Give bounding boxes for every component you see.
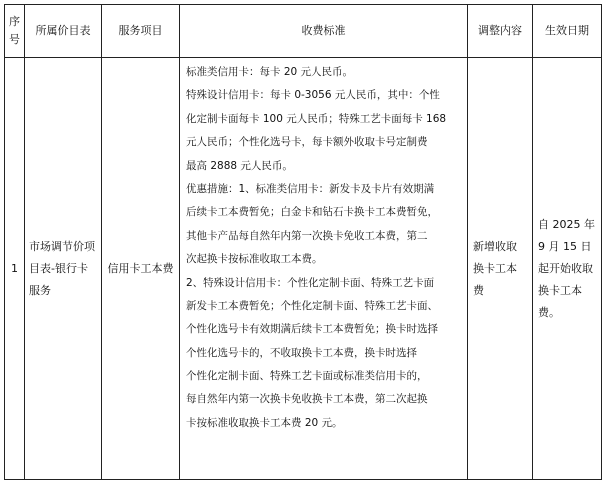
header-service-item: 服务项目 — [102, 5, 180, 58]
table-header — [5, 5, 602, 58]
fee-standard-line: 卡按标准收取换卡工本费 20 元。 — [186, 416, 343, 429]
fee-standard-line: 个性化选号卡的，不收取换卡工本费，换卡时选择 — [186, 346, 417, 359]
fee-standard-line: 个性化定制卡面、特殊工艺卡面或标准类信用卡的， — [186, 370, 428, 383]
cell-table-name: 市场调节价项目表-银行卡服务 — [25, 58, 102, 480]
header-adjustment: 调整内容 — [468, 5, 533, 58]
fee-table — [4, 4, 602, 480]
fee-standard-line: 次起换卡按标准收取工本费。 — [186, 253, 323, 266]
header-effective-date: 生效日期 — [533, 5, 602, 58]
header-seq-line1: 序 — [9, 15, 20, 28]
header-fee-standard: 收费标准 — [180, 5, 468, 58]
fee-standard-line: 元人民币；个性化选号卡，每卡额外收取卡号定制费 — [186, 136, 428, 149]
fee-standard-lines — [186, 58, 461, 435]
fee-standard-line: 2、特殊设计信用卡：个性化定制卡面、特殊工艺卡面 — [186, 276, 435, 289]
header-row — [5, 5, 602, 58]
header-seq — [5, 5, 25, 58]
header-seq-line2: 号 — [9, 33, 20, 46]
fee-standard-line: 最高 2888 元人民币。 — [186, 159, 293, 172]
fee-standard-line: 每自然年内第一次换卡免收换卡工本费，第二次起换 — [186, 393, 428, 406]
cell-adjustment: 新增收取换卡工本费 — [468, 58, 533, 480]
table-body — [5, 58, 602, 480]
fee-standard-line: 后续卡工本费暂免；白金卡和钻石卡换卡工本费暂免， — [186, 206, 438, 219]
cell-seq: 1 — [5, 58, 25, 480]
fee-standard-line: 标准类信用卡：每卡 20 元人民币。 — [186, 66, 354, 78]
cell-service-item: 信用卡工本费 — [102, 58, 180, 480]
cell-effective-date: 自 2025 年 9 月 15 日起开始收取换卡工本费。 — [533, 58, 602, 480]
fee-standard-line: 个性化选号卡有效期满后续卡工本费暂免；换卡时选择 — [186, 323, 438, 336]
cell-fee-standard — [180, 58, 468, 480]
fee-standard-line: 新发卡工本费暂免；个性化定制卡面、特殊工艺卡面、 — [186, 299, 438, 312]
table-row — [5, 58, 602, 480]
fee-standard-line: 特殊设计信用卡：每卡 0-3056 元人民币，其中：个性 — [186, 89, 440, 102]
fee-standard-line: 其他卡产品每自然年内第一次换卡免收工本费，第二 — [186, 229, 428, 242]
fee-standard-line: 优惠措施：1、标准类信用卡：新发卡及卡片有效期满 — [186, 182, 435, 195]
header-table-name: 所属价目表 — [25, 5, 102, 58]
fee-standard-line: 化定制卡面每卡 100 元人民币；特殊工艺卡面每卡 168 — [186, 112, 447, 125]
